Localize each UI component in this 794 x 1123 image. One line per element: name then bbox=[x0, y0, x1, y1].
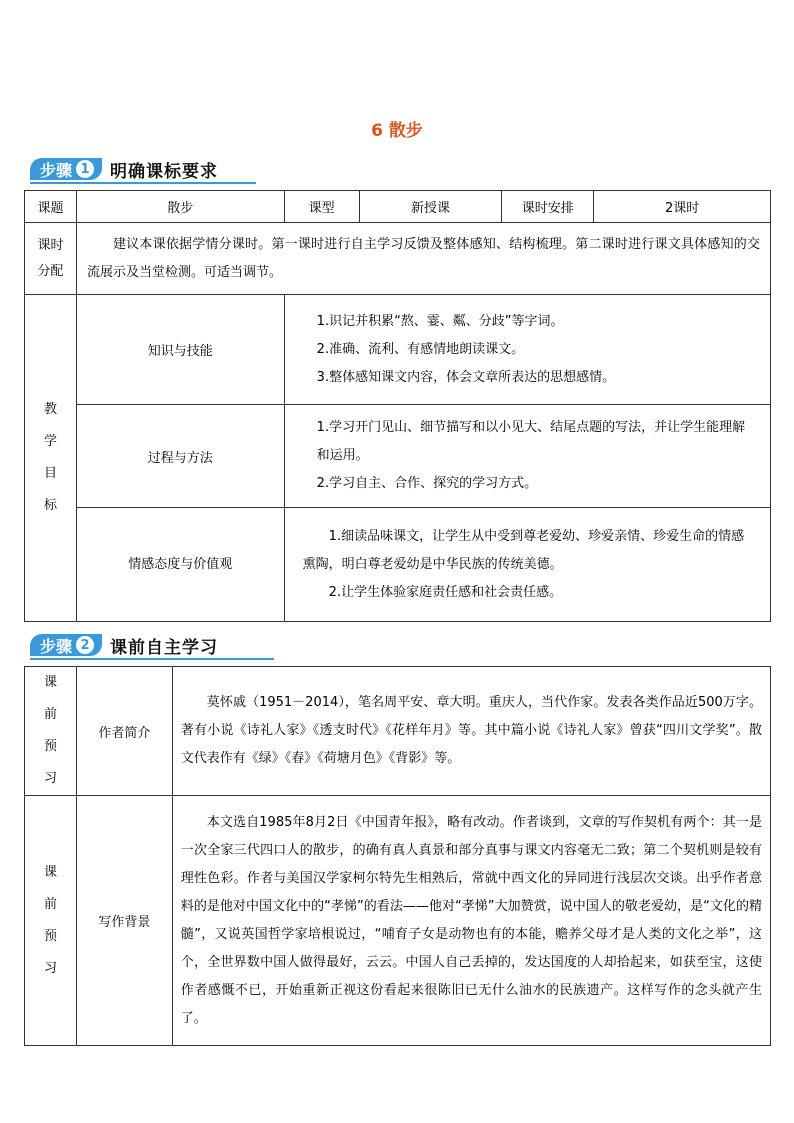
preview-label-char: 前 bbox=[43, 896, 57, 912]
step-label: 步骤 bbox=[40, 160, 73, 180]
goal-items bbox=[284, 405, 770, 508]
goal-name: 过程与方法 bbox=[76, 405, 284, 508]
goals-label-char: 标 bbox=[43, 498, 57, 513]
goals-label bbox=[25, 295, 77, 622]
step-label: 步骤 bbox=[40, 636, 73, 656]
row-name: 作者简介 bbox=[76, 667, 172, 796]
step-2-header bbox=[30, 633, 218, 657]
goal-name: 情感态度与价值观 bbox=[76, 508, 284, 622]
schedule-label: 课时分配 bbox=[25, 223, 77, 295]
schedule-text: 建议本课依据学情分课时。第一课时进行自主学习反馈及整体感知、结构梳理。第二课时进行课文具体感知的交流展示及当堂检测。可适当调节。 bbox=[76, 223, 770, 295]
lesson-value: 散步 bbox=[76, 191, 284, 223]
step-1-header bbox=[30, 157, 218, 181]
goals-label-char: 学 bbox=[43, 434, 57, 449]
preview-label-char: 前 bbox=[43, 707, 57, 722]
preview-label-char: 预 bbox=[43, 928, 57, 944]
step-underline bbox=[30, 658, 274, 660]
lesson-header: 课题 bbox=[25, 191, 77, 223]
step-underline bbox=[30, 182, 256, 184]
goal-name: 知识与技能 bbox=[76, 295, 284, 405]
preview-table bbox=[24, 666, 771, 1046]
author-intro-text: 莫怀戚（1951－2014），笔名周平安、章大明。重庆人，当代作家。发表各类作品近500万字。著有小说《诗礼人家》《透支时代》《花样年月》等。其中篇小说《诗礼人家》曾获“四川文学奖”。散文代表作有《绿》《春》《荷塘月色》《背影》等。 bbox=[172, 667, 770, 796]
step-title: 明确课标要求 bbox=[110, 161, 219, 182]
arrange-value: 2课时 bbox=[594, 191, 771, 223]
row-name: 写作背景 bbox=[76, 796, 172, 1046]
goal-items bbox=[284, 508, 770, 622]
goal-item: 3.整体感知课文内容，体会文章所表达的思想感情。 bbox=[316, 369, 616, 385]
type-value: 新授课 bbox=[359, 191, 502, 223]
preview-label-char: 课 bbox=[43, 864, 57, 880]
goal-item: 1.识记并积累“熬、霎、粼、分歧”等字词。 bbox=[316, 313, 564, 329]
preview-label-char: 习 bbox=[43, 960, 57, 976]
step-number: 1 bbox=[76, 160, 94, 178]
goals-label-char: 目 bbox=[43, 466, 57, 481]
goal-item: 2.准确、流利、有感情地朗读课文。 bbox=[316, 341, 525, 357]
preview-label-char: 预 bbox=[43, 739, 57, 754]
page-title: 6 散步 bbox=[371, 121, 423, 141]
step-badge bbox=[30, 158, 102, 180]
goal-item: 2.学习自主、合作、探究的学习方式。 bbox=[316, 476, 538, 491]
goals-label-char: 教 bbox=[43, 402, 57, 417]
preview-label-char: 课 bbox=[43, 675, 57, 690]
goal-items bbox=[284, 295, 770, 405]
curriculum-table bbox=[24, 190, 771, 622]
goal-item: 2.让学生体验家庭责任感和社会责任感。 bbox=[328, 584, 563, 600]
preview-label bbox=[25, 667, 77, 796]
step-number: 2 bbox=[76, 636, 94, 654]
type-header: 课型 bbox=[284, 191, 359, 223]
goal-item: 1.学习开门见山、细节描写和以小见大、结尾点题的写法，并让学生能理解和运用。 bbox=[316, 420, 746, 463]
goal-item: 1.细读品味课文，让学生从中受到尊老爱幼、珍爱亲情、珍爱生命的情感熏陶，明白尊老爱幼是中华民族的传统美德。 bbox=[302, 528, 745, 572]
step-title: 课前自主学习 bbox=[110, 637, 219, 658]
arrange-header: 课时安排 bbox=[502, 191, 594, 223]
background-text: 本文选自1985年8月2日《中国青年报》，略有改动。作者谈到，文章的写作契机有两个：其一是一次全家三代四口人的散步，的确有真人真景和部分真事与课文内容毫无二致；第二个契机则是较有理性色彩。作者与美国汉学家柯尔特先生相熟后，常就中西文化的异同进行浅层次交谈。出乎作者意料的是他对中国文化中的“孝悌”的看法——他对“孝悌”大加赞赏，说中国人的敬老爱幼，是“文化的精髓”，又说英国哲学家培根说过，“哺育子女是动物也有的本能，赡养父母才是人类的文化之举”，这个，全世界数中国人做得最好，云云。中国人自己丢掉的，发达国度的人却拾起来，如获至宝，这使作者感慨不已，开始重新正视这份看起来很陈旧已无什么油水的民族遗产。这样写作的念头就产生了。 bbox=[172, 796, 770, 1046]
preview-label-char: 习 bbox=[43, 771, 57, 786]
step-badge bbox=[30, 634, 102, 656]
preview-label bbox=[25, 796, 77, 1046]
